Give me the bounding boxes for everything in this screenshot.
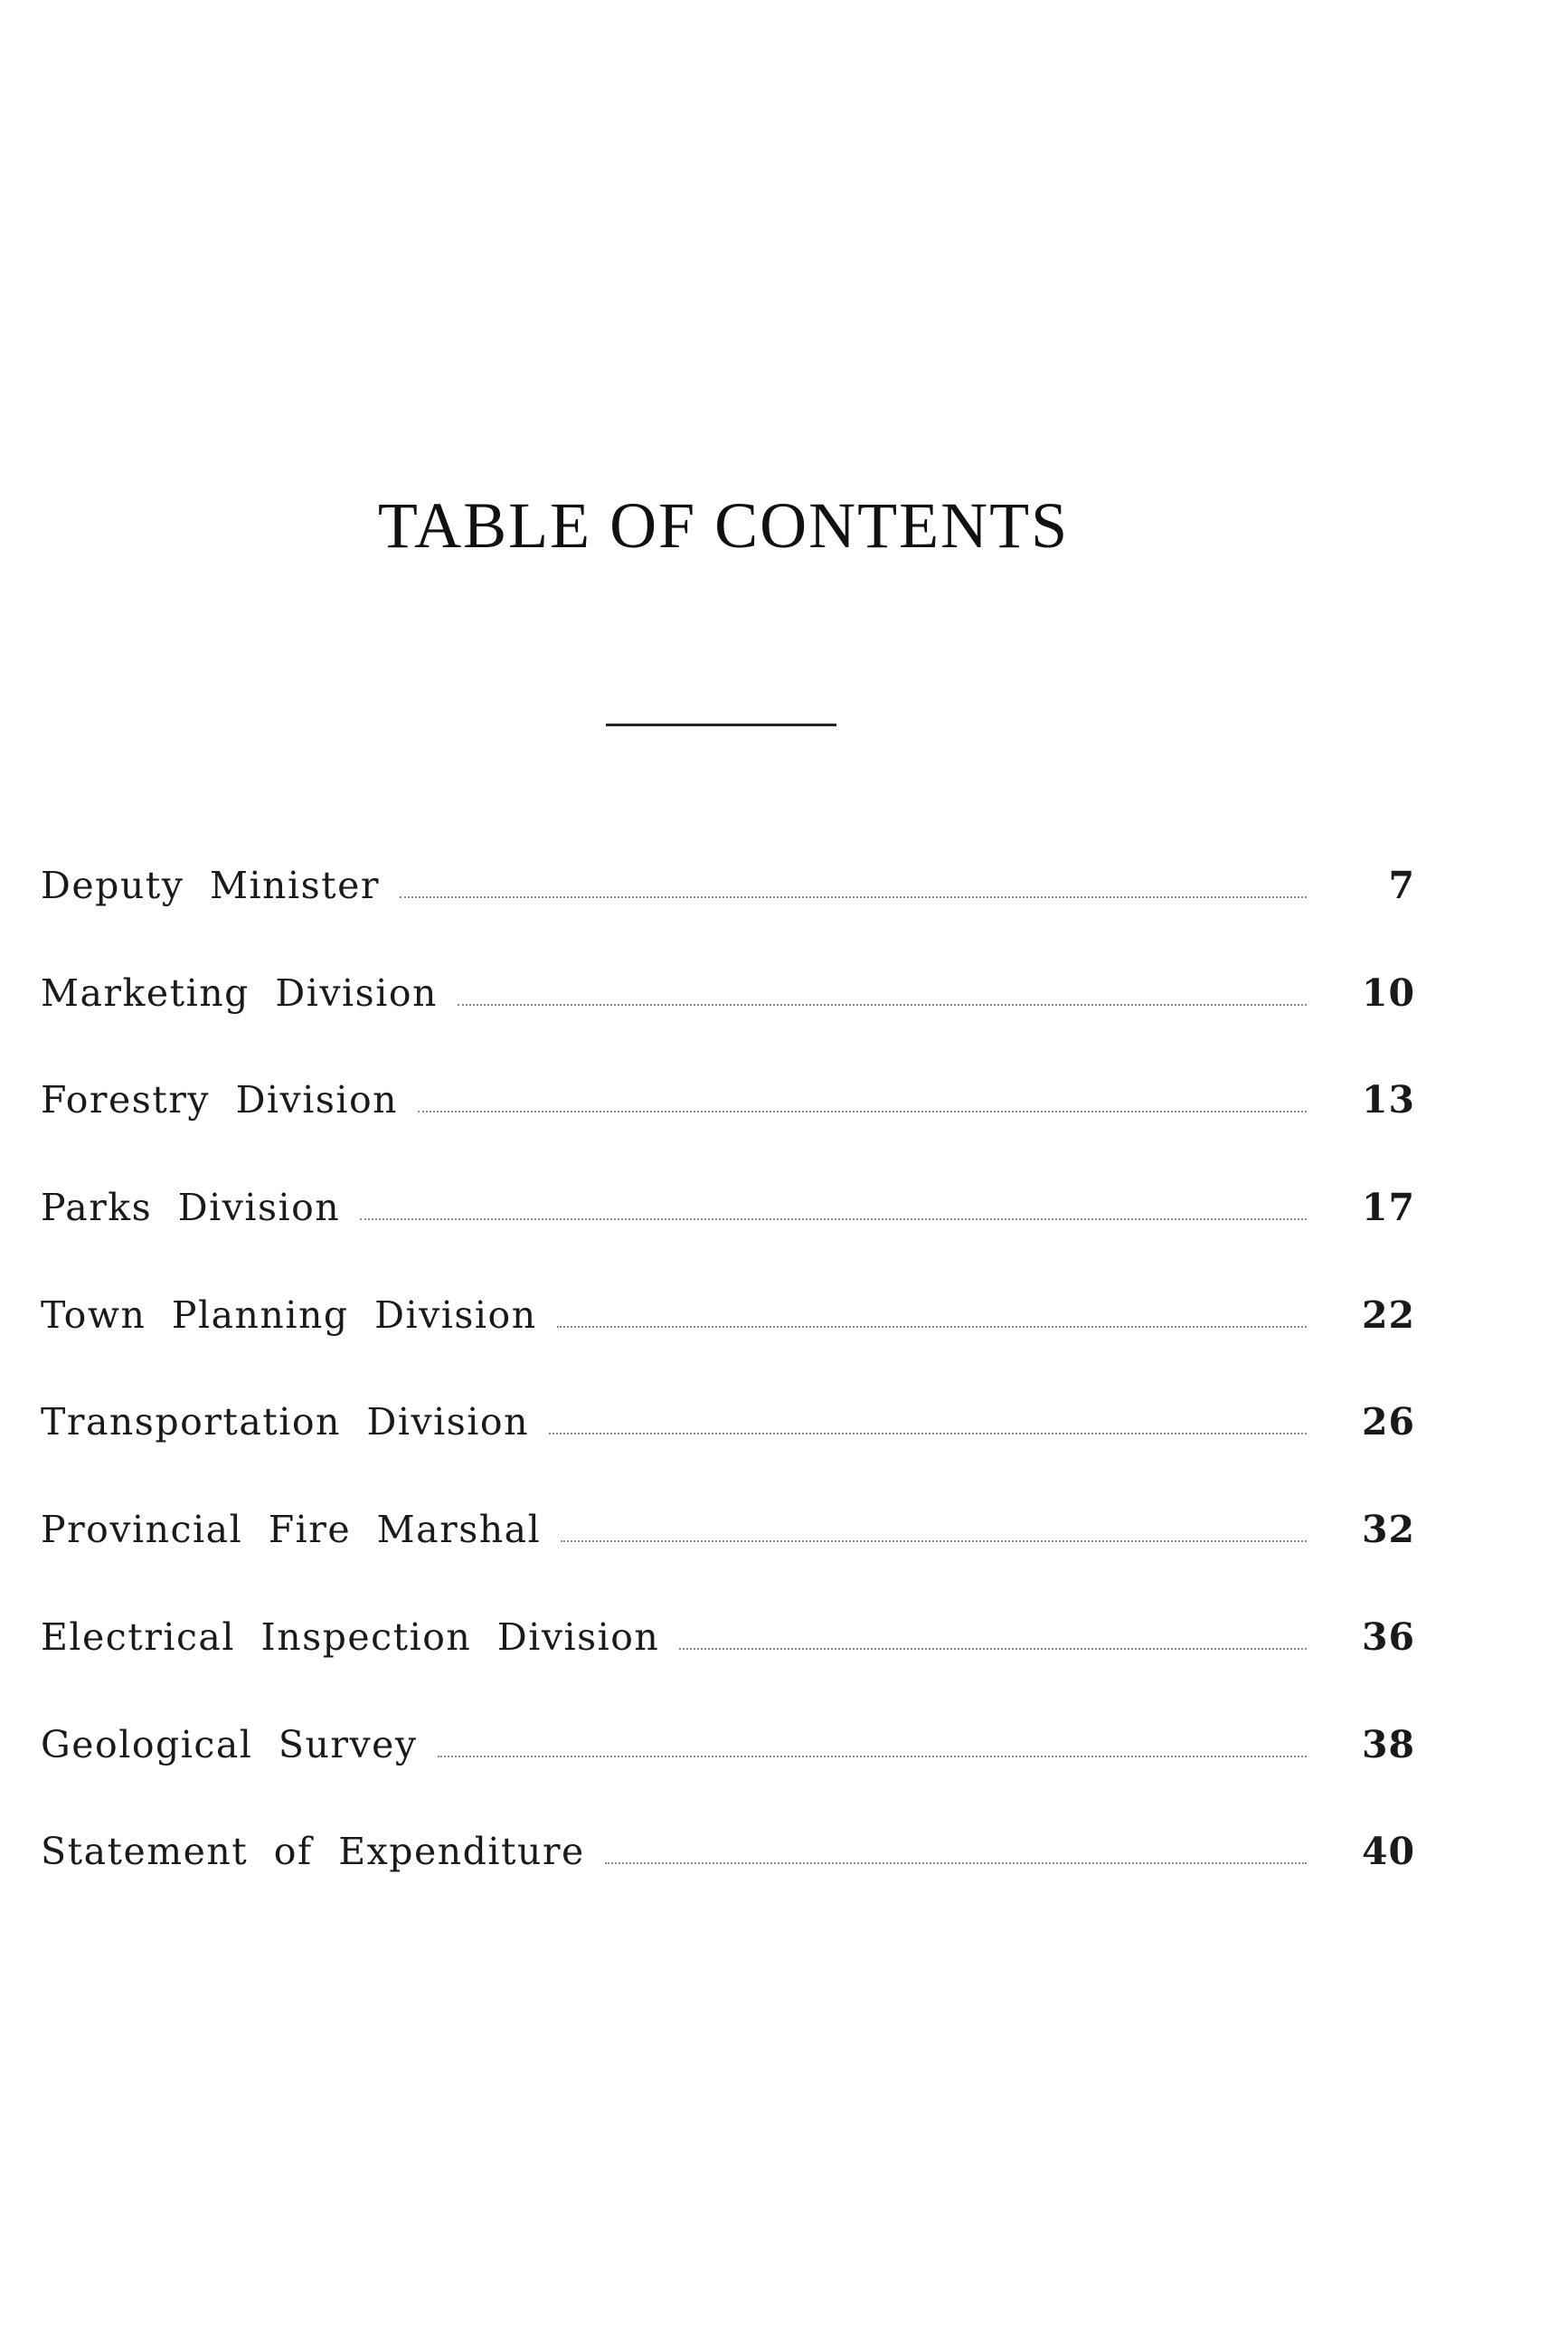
- toc-entry: [41, 1723, 1415, 1831]
- toc-entry-page: 38: [1361, 1722, 1415, 1766]
- dot-leader: [360, 1218, 1307, 1220]
- toc-entry-label: Transportation Division: [41, 1400, 529, 1444]
- toc-entry-page: 22: [1361, 1292, 1415, 1337]
- toc-entry-label: Electrical Inspection Division: [41, 1614, 660, 1659]
- toc-entry-page: 36: [1361, 1614, 1415, 1659]
- dot-leader: [400, 896, 1307, 898]
- toc-entry-label: Deputy Minister: [41, 864, 380, 907]
- toc-entry-label: Statement of Expenditure: [41, 1830, 585, 1874]
- dot-leader: [605, 1862, 1307, 1864]
- dot-leader: [418, 1111, 1307, 1112]
- toc-entry-page: 13: [1361, 1078, 1415, 1122]
- toc-entry-page: 7: [1388, 864, 1415, 907]
- dot-leader: [438, 1756, 1307, 1757]
- toc-entry: [41, 1615, 1415, 1723]
- toc-entry: [41, 1186, 1415, 1293]
- title-divider: [606, 724, 836, 726]
- toc-entry-page: 32: [1361, 1508, 1415, 1552]
- dot-leader: [679, 1648, 1307, 1650]
- table-of-contents: [41, 864, 1415, 1937]
- toc-entry-label: Parks Division: [41, 1186, 341, 1230]
- dot-leader: [458, 1004, 1307, 1006]
- dot-leader: [549, 1433, 1307, 1434]
- toc-entry-label: Marketing Division: [41, 970, 438, 1015]
- toc-entry-label: Forestry Division: [41, 1078, 399, 1122]
- page-title: TABLE OF CONTENTS: [377, 489, 1070, 562]
- toc-entry: [41, 1293, 1415, 1401]
- toc-entry: [41, 971, 1415, 1079]
- toc-entry-label: Provincial Fire Marshal: [41, 1508, 542, 1552]
- toc-entry-page: 17: [1361, 1186, 1415, 1230]
- toc-entry-label: Geological Survey: [41, 1722, 418, 1766]
- toc-entry-page: 40: [1361, 1830, 1415, 1874]
- toc-entry: [41, 1400, 1415, 1508]
- dot-leader: [557, 1326, 1307, 1328]
- toc-entry: [41, 1078, 1415, 1186]
- dot-leader: [561, 1540, 1307, 1542]
- toc-entry: [41, 1830, 1415, 1937]
- toc-entry-label: Town Planning Division: [41, 1292, 537, 1337]
- toc-entry-page: 26: [1361, 1400, 1415, 1444]
- toc-entry-page: 10: [1361, 970, 1415, 1015]
- toc-entry: [41, 864, 1415, 971]
- toc-entry: [41, 1508, 1415, 1615]
